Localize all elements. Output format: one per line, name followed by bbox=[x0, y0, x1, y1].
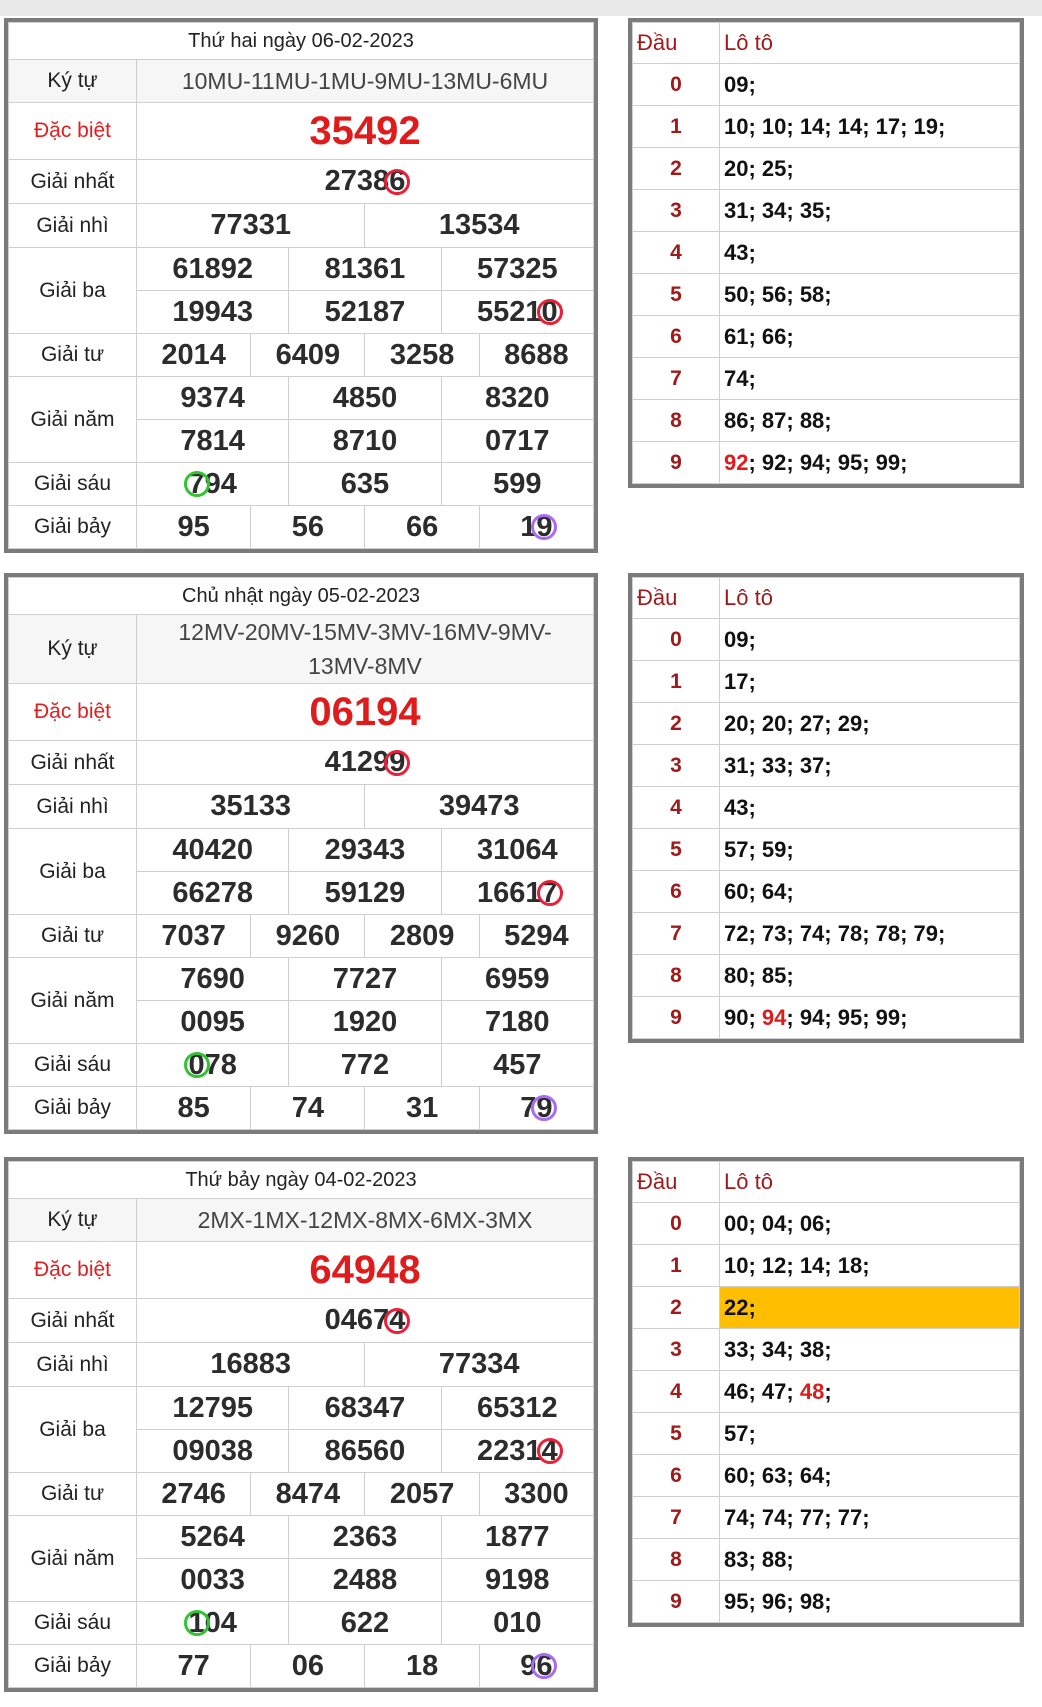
dau-digit: 2 bbox=[633, 703, 720, 745]
giai-tu-value: 7037 bbox=[137, 915, 251, 958]
dau-digit: 6 bbox=[633, 1455, 720, 1497]
dau-digit: 7 bbox=[633, 913, 720, 955]
giai-ba-value bbox=[441, 1430, 593, 1473]
giai-bay-value: 74 bbox=[251, 1087, 365, 1130]
giai-nhat-label: Giải nhất bbox=[9, 1299, 137, 1343]
giai-ba-value bbox=[441, 291, 593, 334]
marked-digit: 6 bbox=[536, 1649, 553, 1682]
dau-digit: 6 bbox=[633, 316, 720, 358]
dau-digit: 4 bbox=[633, 232, 720, 274]
giai-bay-value bbox=[479, 506, 593, 549]
giai-ba-value: 66278 bbox=[137, 872, 289, 915]
number-part: 7 bbox=[520, 1091, 537, 1124]
giai-nam-value: 0717 bbox=[441, 420, 593, 463]
ky-tu-label: Ký tự bbox=[9, 615, 137, 684]
giai-nam-value: 8320 bbox=[441, 377, 593, 420]
dac-biet-label: Đặc biệt bbox=[9, 1242, 137, 1299]
giai-nam-value: 2488 bbox=[289, 1559, 441, 1602]
giai-sau-label: Giải sáu bbox=[9, 1044, 137, 1087]
giai-sau-value: 457 bbox=[441, 1044, 593, 1087]
loto-values: 20; 25; bbox=[720, 148, 1020, 190]
marked-digit: 7 bbox=[541, 876, 558, 909]
number-part: 9 bbox=[520, 1649, 537, 1682]
giai-ba-value: 12795 bbox=[137, 1387, 289, 1430]
giai-bay-value: 06 bbox=[251, 1645, 365, 1688]
dau-digit: 9 bbox=[633, 1581, 720, 1623]
loto-values: 83; 88; bbox=[720, 1539, 1020, 1581]
loto-values: 00; 04; 06; bbox=[720, 1203, 1020, 1245]
loto-header: Lô tô bbox=[720, 1162, 1020, 1203]
loto-values: 10; 12; 14; 18; bbox=[720, 1245, 1020, 1287]
giai-ba-value: 09038 bbox=[137, 1430, 289, 1473]
loto-table-2 bbox=[628, 1157, 1024, 1627]
giai-ba-value: 68347 bbox=[289, 1387, 441, 1430]
giai-bay-value: 18 bbox=[365, 1645, 479, 1688]
giai-nhi-value: 39473 bbox=[365, 785, 594, 829]
marked-digit: 9 bbox=[389, 746, 406, 778]
giai-tu-value: 2809 bbox=[365, 915, 479, 958]
giai-sau-label: Giải sáu bbox=[9, 1602, 137, 1645]
giai-nam-value: 1877 bbox=[441, 1516, 593, 1559]
draw-date: Chủ nhật ngày 05-02-2023 bbox=[9, 578, 594, 615]
loto-header: Lô tô bbox=[720, 23, 1020, 64]
number-part: 4129 bbox=[324, 746, 390, 778]
giai-sau-value: 010 bbox=[441, 1602, 593, 1645]
dau-digit: 0 bbox=[633, 1203, 720, 1245]
ky-tu-label: Ký tự bbox=[9, 1199, 137, 1242]
loto-values: 74; 74; 77; 77; bbox=[720, 1497, 1020, 1539]
loto-values: 31; 33; 37; bbox=[720, 745, 1020, 787]
giai-nhi-value: 77334 bbox=[365, 1343, 594, 1387]
dau-digit: 0 bbox=[633, 619, 720, 661]
results-table-1 bbox=[4, 573, 598, 1134]
giai-nhat-value bbox=[137, 741, 594, 785]
giai-sau-value bbox=[137, 1602, 289, 1645]
giai-nam-value: 4850 bbox=[289, 377, 441, 420]
dau-header: Đầu bbox=[633, 578, 720, 619]
results-table-0 bbox=[4, 18, 598, 553]
number-part: 5521 bbox=[476, 295, 542, 328]
marked-digit: 9 bbox=[536, 510, 553, 543]
number-part: 0467 bbox=[324, 1304, 390, 1336]
giai-nam-value: 7727 bbox=[289, 958, 441, 1001]
ky-tu-label: Ký tự bbox=[9, 60, 137, 103]
giai-ba-value: 61892 bbox=[137, 248, 289, 291]
giai-bay-value bbox=[479, 1645, 593, 1688]
giai-nam-value: 6959 bbox=[441, 958, 593, 1001]
loto-values: 61; 66; bbox=[720, 316, 1020, 358]
giai-bay-value: 85 bbox=[137, 1087, 251, 1130]
loto-values: 33; 34; 38; bbox=[720, 1329, 1020, 1371]
giai-nam-value: 0033 bbox=[137, 1559, 289, 1602]
giai-ba-value: 52187 bbox=[289, 291, 441, 334]
giai-bay-value: 56 bbox=[251, 506, 365, 549]
dau-digit: 2 bbox=[633, 1287, 720, 1329]
loto-values: 17; bbox=[720, 661, 1020, 703]
giai-bay-value: 77 bbox=[137, 1645, 251, 1688]
dau-digit: 8 bbox=[633, 400, 720, 442]
dau-digit: 1 bbox=[633, 106, 720, 148]
dau-digit: 1 bbox=[633, 1245, 720, 1287]
giai-nam-label: Giải năm bbox=[9, 958, 137, 1044]
giai-ba-value: 29343 bbox=[289, 829, 441, 872]
giai-nam-value: 1920 bbox=[289, 1001, 441, 1044]
giai-ba-value bbox=[441, 872, 593, 915]
giai-nam-value: 7180 bbox=[441, 1001, 593, 1044]
giai-tu-value: 3258 bbox=[365, 334, 479, 377]
loto-values: 60; 63; 64; bbox=[720, 1455, 1020, 1497]
dau-digit: 5 bbox=[633, 274, 720, 316]
giai-nhi-label: Giải nhì bbox=[9, 785, 137, 829]
giai-tu-label: Giải tư bbox=[9, 1473, 137, 1516]
giai-tu-value: 3300 bbox=[479, 1473, 593, 1516]
special-match: 48 bbox=[799, 1378, 825, 1404]
giai-tu-label: Giải tư bbox=[9, 334, 137, 377]
giai-tu-value: 8474 bbox=[251, 1473, 365, 1516]
dau-digit: 0 bbox=[633, 64, 720, 106]
dau-digit: 5 bbox=[633, 1413, 720, 1455]
giai-bay-value: 66 bbox=[365, 506, 479, 549]
dau-header: Đầu bbox=[633, 1162, 720, 1203]
number-part: 94 bbox=[204, 467, 237, 500]
giai-sau-value: 635 bbox=[289, 463, 441, 506]
dac-biet-value: 06194 bbox=[137, 684, 594, 741]
dau-digit: 8 bbox=[633, 955, 720, 997]
giai-nhat-label: Giải nhất bbox=[9, 741, 137, 785]
dau-digit: 7 bbox=[633, 1497, 720, 1539]
giai-ba-value: 19943 bbox=[137, 291, 289, 334]
giai-ba-value: 65312 bbox=[441, 1387, 593, 1430]
number-part: 78 bbox=[204, 1048, 237, 1081]
giai-tu-label: Giải tư bbox=[9, 915, 137, 958]
giai-ba-label: Giải ba bbox=[9, 829, 137, 915]
marked-digit: 0 bbox=[541, 295, 558, 328]
giai-sau-value: 772 bbox=[289, 1044, 441, 1087]
dau-header: Đầu bbox=[633, 23, 720, 64]
giai-nhi-label: Giải nhì bbox=[9, 204, 137, 248]
loto-values: 60; 64; bbox=[720, 871, 1020, 913]
giai-bay-value bbox=[479, 1087, 593, 1130]
dau-digit: 3 bbox=[633, 190, 720, 232]
ky-tu-value: 2MX-1MX-12MX-8MX-6MX-3MX bbox=[137, 1199, 594, 1242]
giai-nam-label: Giải năm bbox=[9, 1516, 137, 1602]
marked-digit: 1 bbox=[188, 1606, 205, 1639]
giai-tu-value: 8688 bbox=[479, 334, 593, 377]
loto-values: 80; 85; bbox=[720, 955, 1020, 997]
giai-tu-value: 2746 bbox=[137, 1473, 251, 1516]
giai-nhat-label: Giải nhất bbox=[9, 160, 137, 204]
special-match: 94 bbox=[761, 1004, 787, 1030]
dau-digit: 3 bbox=[633, 745, 720, 787]
giai-bay-label: Giải bảy bbox=[9, 506, 137, 549]
loto-values: 43; bbox=[720, 232, 1020, 274]
loto-values: 72; 73; 74; 78; 78; 79; bbox=[720, 913, 1020, 955]
loto-values: 74; bbox=[720, 358, 1020, 400]
loto-values: 09; bbox=[720, 619, 1020, 661]
loto-values bbox=[720, 997, 1020, 1039]
giai-tu-value: 6409 bbox=[251, 334, 365, 377]
dau-digit: 9 bbox=[633, 997, 720, 1039]
giai-nhat-value bbox=[137, 160, 594, 204]
dac-biet-value: 35492 bbox=[137, 103, 594, 160]
marked-digit: 7 bbox=[188, 467, 205, 500]
giai-nhat-value bbox=[137, 1299, 594, 1343]
loto-rest: ; bbox=[824, 1378, 832, 1404]
dau-digit: 8 bbox=[633, 1539, 720, 1581]
dau-digit: 5 bbox=[633, 829, 720, 871]
loto-values: 50; 56; 58; bbox=[720, 274, 1020, 316]
giai-sau-value bbox=[137, 463, 289, 506]
giai-tu-value: 2014 bbox=[137, 334, 251, 377]
loto-rest: ; 94; 95; 99; bbox=[786, 1004, 908, 1030]
giai-bay-value: 31 bbox=[365, 1087, 479, 1130]
giai-ba-value: 40420 bbox=[137, 829, 289, 872]
ky-tu-value: 10MU-11MU-1MU-9MU-13MU-6MU bbox=[137, 60, 594, 103]
marked-digit: 6 bbox=[389, 165, 406, 197]
giai-ba-label: Giải ba bbox=[9, 1387, 137, 1473]
giai-nam-value: 8710 bbox=[289, 420, 441, 463]
giai-bay-value: 95 bbox=[137, 506, 251, 549]
giai-tu-value: 9260 bbox=[251, 915, 365, 958]
giai-ba-label: Giải ba bbox=[9, 248, 137, 334]
loto-pre: 46; 47; bbox=[724, 1378, 800, 1404]
giai-tu-value: 5294 bbox=[479, 915, 593, 958]
giai-sau-value: 622 bbox=[289, 1602, 441, 1645]
giai-ba-value: 86560 bbox=[289, 1430, 441, 1473]
giai-sau-value: 599 bbox=[441, 463, 593, 506]
number-part: 2231 bbox=[476, 1434, 542, 1467]
loto-values bbox=[720, 1371, 1020, 1413]
number-part: 04 bbox=[204, 1606, 237, 1639]
giai-nam-value: 7814 bbox=[137, 420, 289, 463]
giai-nhi-value: 16883 bbox=[137, 1343, 365, 1387]
dac-biet-value: 64948 bbox=[137, 1242, 594, 1299]
giai-sau-value bbox=[137, 1044, 289, 1087]
giai-nhi-value: 77331 bbox=[137, 204, 365, 248]
giai-nhi-value: 35133 bbox=[137, 785, 365, 829]
giai-nam-label: Giải năm bbox=[9, 377, 137, 463]
special-match: 92 bbox=[724, 449, 749, 475]
dau-digit: 2 bbox=[633, 148, 720, 190]
giai-nam-value: 5264 bbox=[137, 1516, 289, 1559]
dau-digit: 4 bbox=[633, 787, 720, 829]
giai-ba-value: 59129 bbox=[289, 872, 441, 915]
number-part: 1661 bbox=[476, 876, 542, 909]
giai-bay-label: Giải bảy bbox=[9, 1645, 137, 1688]
number-part: 2738 bbox=[324, 165, 390, 197]
giai-nam-value: 2363 bbox=[289, 1516, 441, 1559]
number-part: 1 bbox=[520, 510, 537, 543]
giai-tu-value: 2057 bbox=[365, 1473, 479, 1516]
giai-ba-value: 57325 bbox=[441, 248, 593, 291]
loto-pre: 90; bbox=[724, 1004, 762, 1030]
dau-digit: 3 bbox=[633, 1329, 720, 1371]
results-table-2 bbox=[4, 1157, 598, 1692]
giai-ba-value: 81361 bbox=[289, 248, 441, 291]
marked-digit: 9 bbox=[536, 1091, 553, 1124]
dau-digit: 9 bbox=[633, 442, 720, 484]
dau-digit: 4 bbox=[633, 1371, 720, 1413]
dau-digit: 1 bbox=[633, 661, 720, 703]
marked-digit: 4 bbox=[541, 1434, 558, 1467]
dac-biet-label: Đặc biệt bbox=[9, 684, 137, 741]
loto-values: 10; 10; 14; 14; 17; 19; bbox=[720, 106, 1020, 148]
loto-values: 43; bbox=[720, 787, 1020, 829]
loto-values bbox=[720, 442, 1020, 484]
giai-nam-value: 7690 bbox=[137, 958, 289, 1001]
loto-values: 95; 96; 98; bbox=[720, 1581, 1020, 1623]
giai-nhi-value: 13534 bbox=[365, 204, 594, 248]
giai-ba-value: 31064 bbox=[441, 829, 593, 872]
loto-header: Lô tô bbox=[720, 578, 1020, 619]
marked-digit: 0 bbox=[188, 1048, 205, 1081]
dau-digit: 7 bbox=[633, 358, 720, 400]
giai-nam-value: 9198 bbox=[441, 1559, 593, 1602]
loto-values: 20; 20; 27; 29; bbox=[720, 703, 1020, 745]
draw-date: Thứ hai ngày 06-02-2023 bbox=[9, 23, 594, 60]
giai-nam-value: 0095 bbox=[137, 1001, 289, 1044]
giai-bay-label: Giải bảy bbox=[9, 1087, 137, 1130]
dau-digit: 6 bbox=[633, 871, 720, 913]
loto-values: 09; bbox=[720, 64, 1020, 106]
loto-values: 31; 34; 35; bbox=[720, 190, 1020, 232]
giai-nhi-label: Giải nhì bbox=[9, 1343, 137, 1387]
loto-values: 86; 87; 88; bbox=[720, 400, 1020, 442]
loto-table-1 bbox=[628, 573, 1024, 1043]
loto-table-0 bbox=[628, 18, 1024, 488]
loto-values-highlighted: 22; bbox=[720, 1287, 1020, 1329]
loto-values: 57; bbox=[720, 1413, 1020, 1455]
giai-sau-label: Giải sáu bbox=[9, 463, 137, 506]
draw-date: Thứ bảy ngày 04-02-2023 bbox=[9, 1162, 594, 1199]
ky-tu-value: 12MV-20MV-15MV-3MV-16MV-9MV-13MV-8MV bbox=[137, 615, 594, 684]
giai-nam-value: 9374 bbox=[137, 377, 289, 420]
loto-rest: ; 92; 94; 95; 99; bbox=[748, 449, 908, 475]
loto-values: 57; 59; bbox=[720, 829, 1020, 871]
marked-digit: 4 bbox=[389, 1304, 406, 1336]
top-bar bbox=[0, 0, 1042, 16]
dac-biet-label: Đặc biệt bbox=[9, 103, 137, 160]
